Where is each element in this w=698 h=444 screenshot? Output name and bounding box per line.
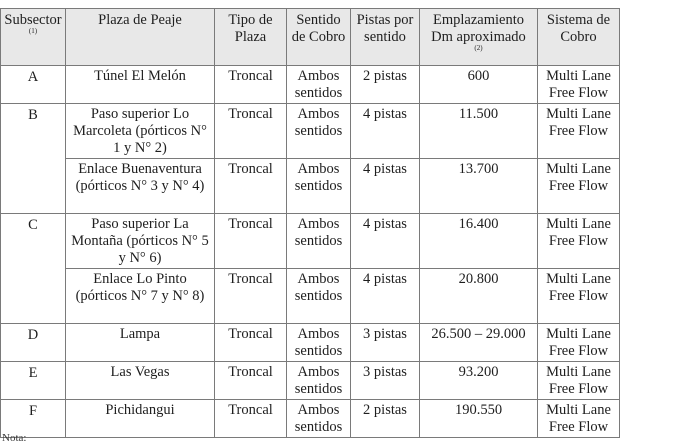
cell-plaza: Paso superior La Montaña (pórticos N° 5 y N° 6) bbox=[66, 214, 215, 269]
cell-tipo: Troncal bbox=[215, 269, 287, 324]
table-row bbox=[1, 104, 620, 159]
table-row bbox=[1, 324, 620, 362]
cell-plaza: Enlace Lo Pinto (pórticos N° 7 y N° 8) bbox=[66, 269, 215, 324]
cell-pistas: 3 pistas bbox=[351, 362, 420, 400]
cell-sistema: Multi Lane Free Flow bbox=[538, 362, 620, 400]
cell-pistas: 4 pistas bbox=[351, 269, 420, 324]
cell-dm: 26.500 – 29.000 bbox=[420, 324, 538, 362]
cell-pistas: 4 pistas bbox=[351, 214, 420, 269]
cell-sentido: Ambos sentidos bbox=[287, 324, 351, 362]
cell-tipo: Troncal bbox=[215, 400, 287, 438]
header-tipo: Tipo de Plaza bbox=[215, 9, 287, 66]
header-pistas: Pistas por sentido bbox=[351, 9, 420, 66]
cell-sentido: Ambos sentidos bbox=[287, 362, 351, 400]
cell-dm: 11.500 bbox=[420, 104, 538, 159]
cell-pistas: 2 pistas bbox=[351, 400, 420, 438]
cell-dm: 600 bbox=[420, 66, 538, 104]
header-subsector-label: Subsector bbox=[4, 12, 62, 28]
header-row bbox=[1, 9, 620, 66]
cell-tipo: Troncal bbox=[215, 324, 287, 362]
header-sistema: Sistema de Cobro bbox=[538, 9, 620, 66]
cell-plaza: Túnel El Melón bbox=[66, 66, 215, 104]
cell-subsector: F bbox=[1, 400, 66, 438]
cell-sistema: Multi Lane Free Flow bbox=[538, 400, 620, 438]
cell-sistema: Multi Lane Free Flow bbox=[538, 269, 620, 324]
table-row bbox=[1, 214, 620, 269]
header-emplazamiento-label: Emplazamiento Dm aproximado bbox=[431, 12, 526, 45]
cell-sistema: Multi Lane Free Flow bbox=[538, 104, 620, 159]
table-row bbox=[1, 66, 620, 104]
cell-dm: 16.400 bbox=[420, 214, 538, 269]
cell-plaza: Enlace Buenaventura (pórticos N° 3 y N° 4) bbox=[66, 159, 215, 214]
cell-sistema: Multi Lane Free Flow bbox=[538, 214, 620, 269]
table-row bbox=[1, 269, 620, 324]
cell-subsector: C bbox=[1, 214, 66, 324]
table-row bbox=[1, 362, 620, 400]
cell-tipo: Troncal bbox=[215, 159, 287, 214]
cell-sistema: Multi Lane Free Flow bbox=[538, 324, 620, 362]
cell-sentido: Ambos sentidos bbox=[287, 269, 351, 324]
cell-dm: 20.800 bbox=[420, 269, 538, 324]
table-row bbox=[1, 159, 620, 214]
cell-pistas: 4 pistas bbox=[351, 159, 420, 214]
footnote-label: Nota: bbox=[2, 432, 27, 444]
cell-dm: 190.550 bbox=[420, 400, 538, 438]
cell-subsector: A bbox=[1, 66, 66, 104]
cell-tipo: Troncal bbox=[215, 214, 287, 269]
header-emplazamiento bbox=[420, 9, 538, 66]
cell-subsector: B bbox=[1, 104, 66, 214]
cell-sistema: Multi Lane Free Flow bbox=[538, 66, 620, 104]
cell-pistas: 2 pistas bbox=[351, 66, 420, 104]
cell-sistema: Multi Lane Free Flow bbox=[538, 159, 620, 214]
cell-sentido: Ambos sentidos bbox=[287, 400, 351, 438]
cell-sentido: Ambos sentidos bbox=[287, 159, 351, 214]
cell-subsector: E bbox=[1, 362, 66, 400]
cell-sentido: Ambos sentidos bbox=[287, 214, 351, 269]
cell-sentido: Ambos sentidos bbox=[287, 104, 351, 159]
header-emplazamiento-note: (2) bbox=[474, 44, 483, 52]
cell-plaza: Las Vegas bbox=[66, 362, 215, 400]
toll-plaza-table bbox=[0, 8, 620, 438]
header-subsector-note: (1) bbox=[28, 27, 38, 35]
cell-plaza: Pichidangui bbox=[66, 400, 215, 438]
cell-pistas: 4 pistas bbox=[351, 104, 420, 159]
cell-plaza: Lampa bbox=[66, 324, 215, 362]
cell-sentido: Ambos sentidos bbox=[287, 66, 351, 104]
cell-dm: 93.200 bbox=[420, 362, 538, 400]
cell-dm: 13.700 bbox=[420, 159, 538, 214]
cell-plaza: Paso superior Lo Marcoleta (pórticos N° 1 y N° 2) bbox=[66, 104, 215, 159]
header-sentido: Sentido de Cobro bbox=[287, 9, 351, 66]
table-row bbox=[1, 400, 620, 438]
cell-tipo: Troncal bbox=[215, 66, 287, 104]
header-plaza: Plaza de Peaje bbox=[66, 9, 215, 66]
header-subsector bbox=[1, 9, 66, 66]
cell-pistas: 3 pistas bbox=[351, 324, 420, 362]
cell-tipo: Troncal bbox=[215, 104, 287, 159]
cell-subsector: D bbox=[1, 324, 66, 362]
cell-tipo: Troncal bbox=[215, 362, 287, 400]
